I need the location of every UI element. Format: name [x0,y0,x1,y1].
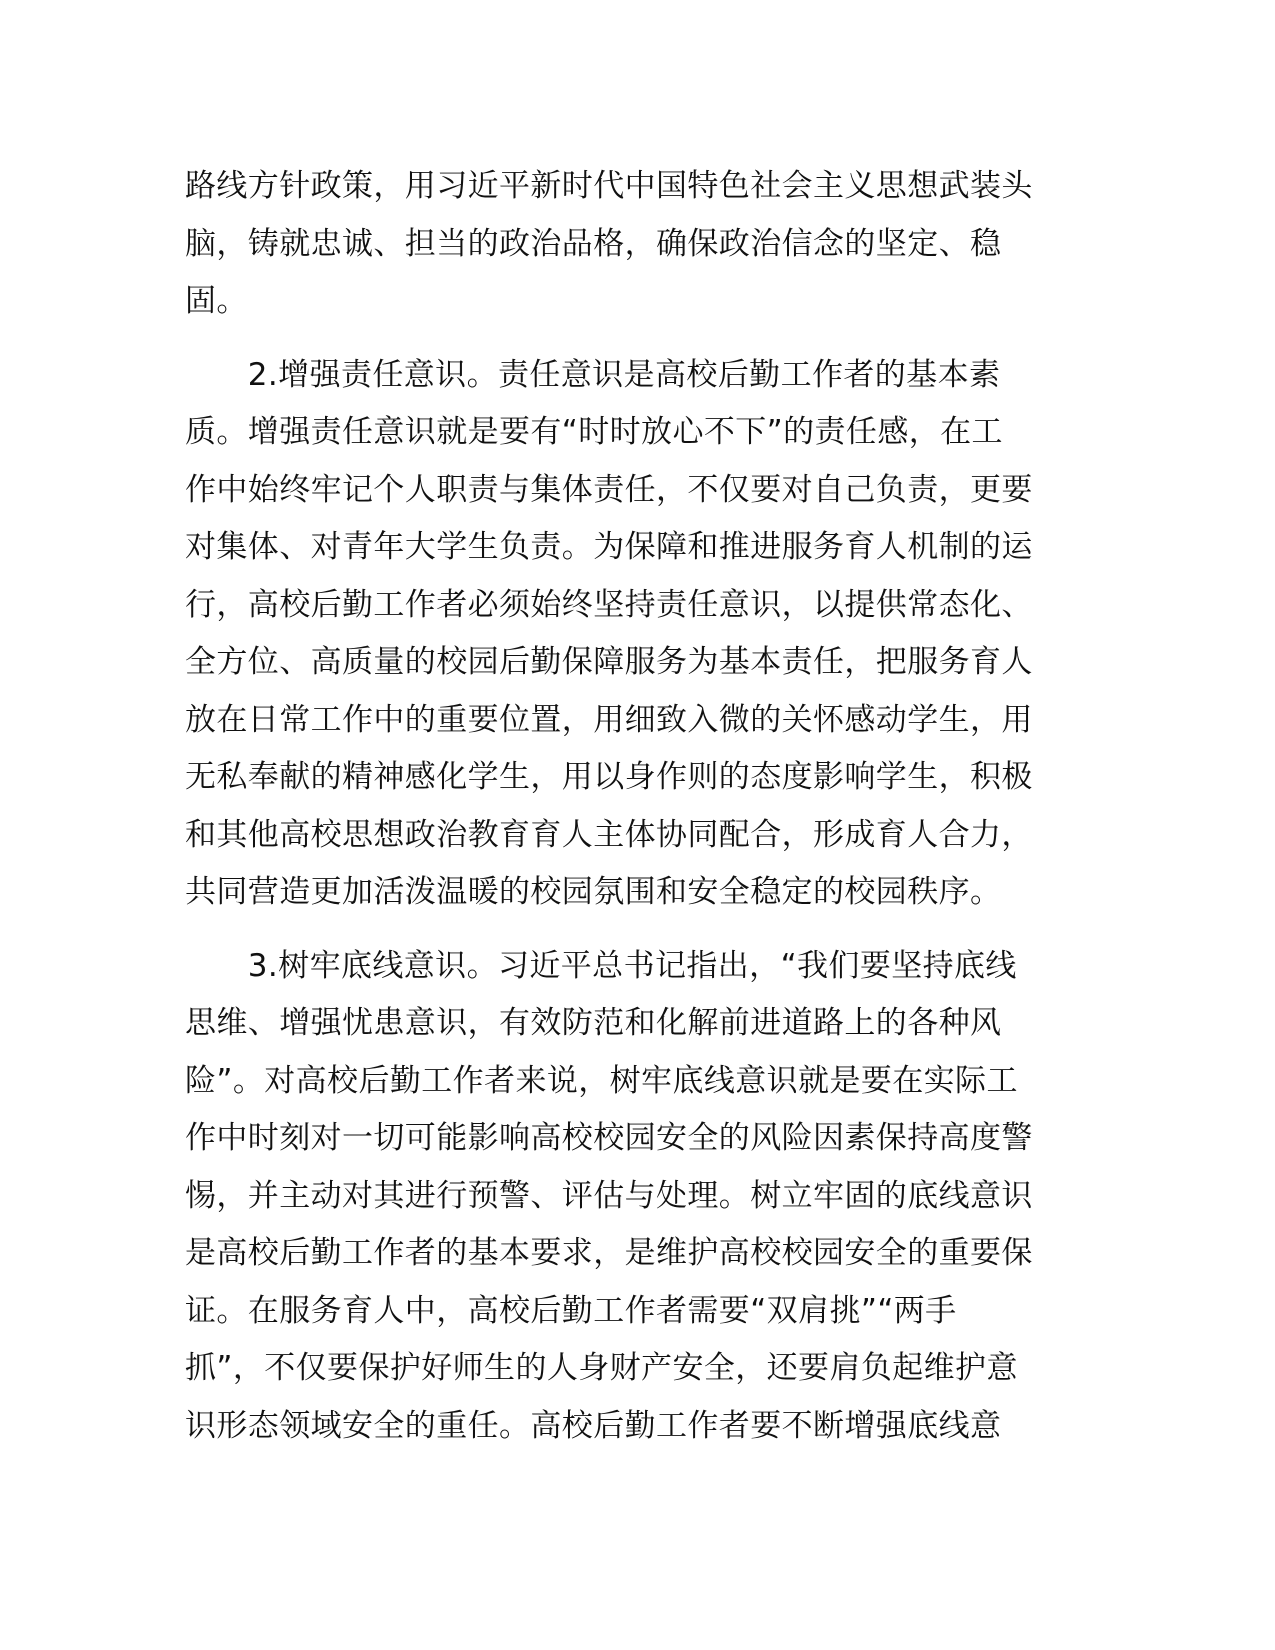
text-line: 对集体、对青年大学生负责。为保障和推进服务育人机制的运 [185,529,1033,565]
text-line: 作中始终牢记个人职责与集体责任，不仅要对自己负责，更要 [185,471,1033,508]
text-line: 全方位、高质量的校园后勤保障服务为基本责任，把服务育人 [185,644,1033,680]
document-body [185,158,1085,1455]
paragraph-2 [185,347,1085,922]
paragraph-1 [185,158,1085,331]
text-line: 是高校后勤工作者的基本要求，是维护高校校园安全的重要保 [185,1235,1033,1271]
text-line: 无私奉献的精神感化学生，用以身作则的态度影响学生，积极 [185,759,1033,795]
text-line: 放在日常工作中的重要位置，用细致入微的关怀感动学生，用 [185,701,1033,738]
text-line: 作中时刻对一切可能影响高校校园安全的风险因素保持高度警 [185,1120,1033,1156]
text-line: 行，高校后勤工作者必须始终坚持责任意识，以提供常态化、 [185,586,1033,623]
text-line: 固。 [185,283,248,319]
text-line: 2.增强责任意识。责任意识是高校后勤工作者的基本素 [185,356,1001,393]
text-line: 抓”，不仅要保护好师生的人身财产安全，还要肩负起维护意 [185,1350,1018,1386]
text-line: 脑，铸就忠诚、担当的政治品格，确保政治信念的坚定、稳 [185,225,1002,262]
text-line: 共同营造更加活泼温暖的校园氛围和安全稳定的校园秩序。 [185,874,1002,910]
text-line: 证。在服务育人中，高校后勤工作者需要“双肩挑”“两手 [185,1292,957,1329]
text-line: 识形态领域安全的重任。高校后勤工作者要不断增强底线意 [185,1407,1002,1444]
text-line: 险”。对高校后勤工作者来说，树牢底线意识就是要在实际工 [185,1062,1018,1099]
text-line: 3.树牢底线意识。习近平总书记指出，“我们要坚持底线 [185,947,1017,984]
text-line: 路线方针政策，用习近平新时代中国特色社会主义思想武装头 [185,168,1033,204]
paragraph-spacer [185,331,1085,347]
paragraph-spacer [185,922,1085,938]
paragraph-3 [185,938,1085,1456]
text-line: 思维、增强忧患意识，有效防范和化解前进道路上的各种风 [185,1005,1002,1041]
text-line: 和其他高校思想政治教育育人主体协同配合，形成育人合力， [185,816,1033,853]
text-line: 质。增强责任意识就是要有“时时放心不下”的责任感，在工 [185,414,1003,450]
text-line: 惕，并主动对其进行预警、评估与处理。树立牢固的底线意识 [185,1177,1033,1214]
